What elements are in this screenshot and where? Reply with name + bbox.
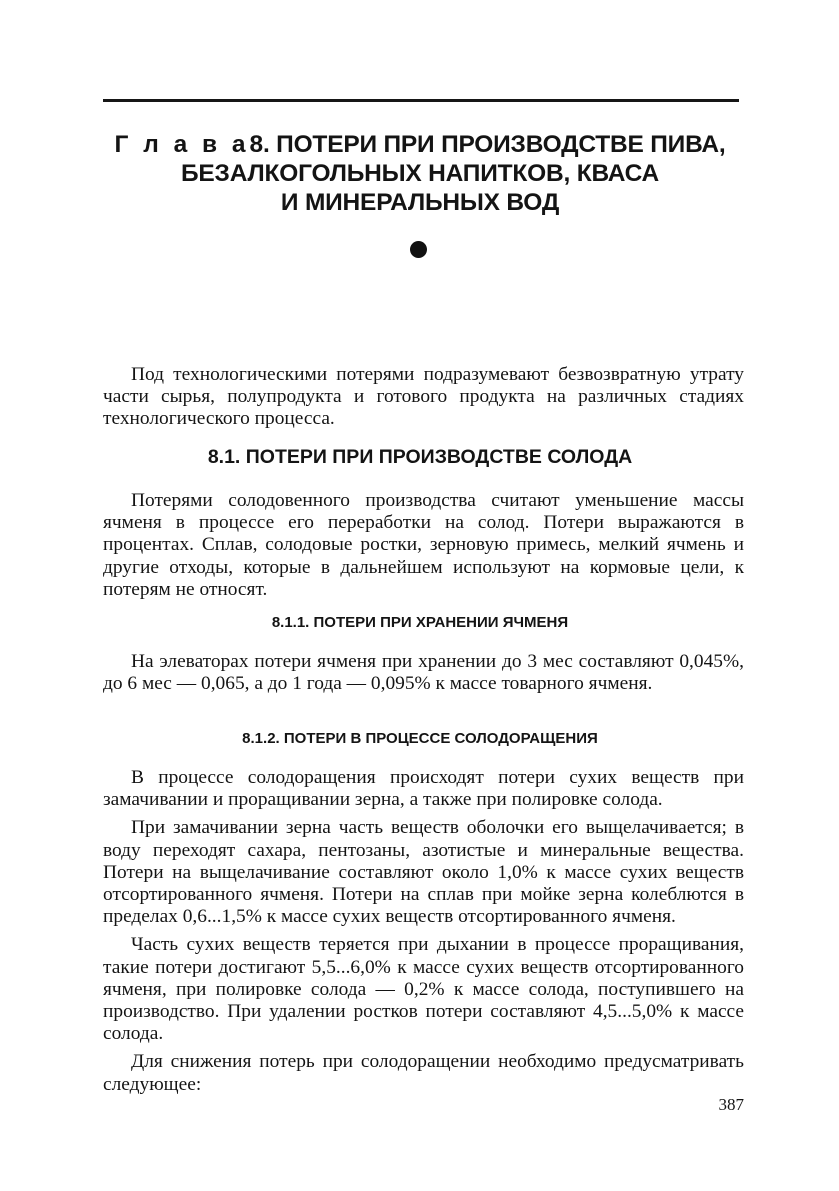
intro-block	[103, 364, 744, 431]
section-8-1-2-paragraph-1: В процессе солодоращения происходят потери сухих веществ при замачивании и проращивании зерна, а также при полировке солода.	[103, 767, 744, 811]
section-8-1-1-block	[103, 651, 744, 695]
chapter-title-prefix: Г л а в а	[114, 131, 250, 158]
section-8-1-2-heading: 8.1.2. ПОТЕРИ В ПРОЦЕССЕ СОЛОДОРАЩЕНИЯ	[242, 730, 598, 747]
intro-paragraph: Под технологическими потерями подразумевают безвозвратную утрату части сырья, полупродукта и готового продукта на различных стадиях технологического процесса.	[103, 364, 744, 430]
section-8-1-1-heading: 8.1.1. ПОТЕРИ ПРИ ХРАНЕНИИ ЯЧМЕНЯ	[271, 614, 569, 631]
section-8-1-2-paragraph-4: Для снижения потерь при солодоращении необходимо предусматривать следующее:	[103, 1051, 744, 1095]
section-8-1-2-block	[103, 767, 744, 1096]
bullet-ornament	[410, 241, 427, 258]
section-8-1-heading: 8.1. ПОТЕРИ ПРИ ПРОИЗВОДСТВЕ СОЛОДА	[207, 446, 633, 468]
top-rule	[103, 99, 739, 102]
page-number: 387	[718, 1095, 744, 1114]
section-8-1-1-paragraph: На элеваторах потери ячменя при хранении до 3 мес составляют 0,045%, до 6 мес — 0,065, а до 1 года — 0,095% к массе товарного ячменя.	[103, 651, 744, 695]
chapter-title-line-2: БЕЗАЛКОГОЛЬНЫХ НАПИТКОВ, КВАСА	[181, 160, 659, 187]
chapter-title-line-3: И МИНЕРАЛЬНЫХ ВОД	[280, 189, 560, 216]
chapter-title	[100, 130, 740, 217]
chapter-title-line-1: 8. ПОТЕРИ ПРИ ПРОИЗВОДСТВЕ ПИВА,	[249, 131, 726, 158]
section-8-1-2-paragraph-3: Часть сухих веществ теряется при дыхании в процессе проращивания, такие потери достигают 5,5...6,0% к массе сухих веществ отсортированного ячменя, при полировке солода — 0,2% к массе солода, поступившего на производство. При удалении ростков потери составляют 4,5...5,0% к массе солода.	[103, 934, 744, 1045]
section-8-1-2-paragraph-2: При замачивании зерна часть веществ оболочки его выщелачивается; в воду переходят сахара, пентозаны, азотистые и минеральные вещества. Потери на выщелачивание составляют около 1,0% к массе сухих веществ отсортированного ячменя. Потери на сплав при мойке зерна колеблются в пределах 0,6...1,5% к массе сухих веществ отсортированного ячменя.	[103, 817, 744, 928]
section-8-1-paragraph: Потерями солодовенного производства считают уменьшение массы ячменя в процессе его переработки на солод. Потери выражаются в процентах. Сплав, солодовые ростки, зерновую примесь, мелкий ячмень и другие отходы, которые в дальнейшем используют на кормовые цели, к потерям не относят.	[103, 490, 744, 600]
section-8-1-block	[103, 490, 744, 601]
